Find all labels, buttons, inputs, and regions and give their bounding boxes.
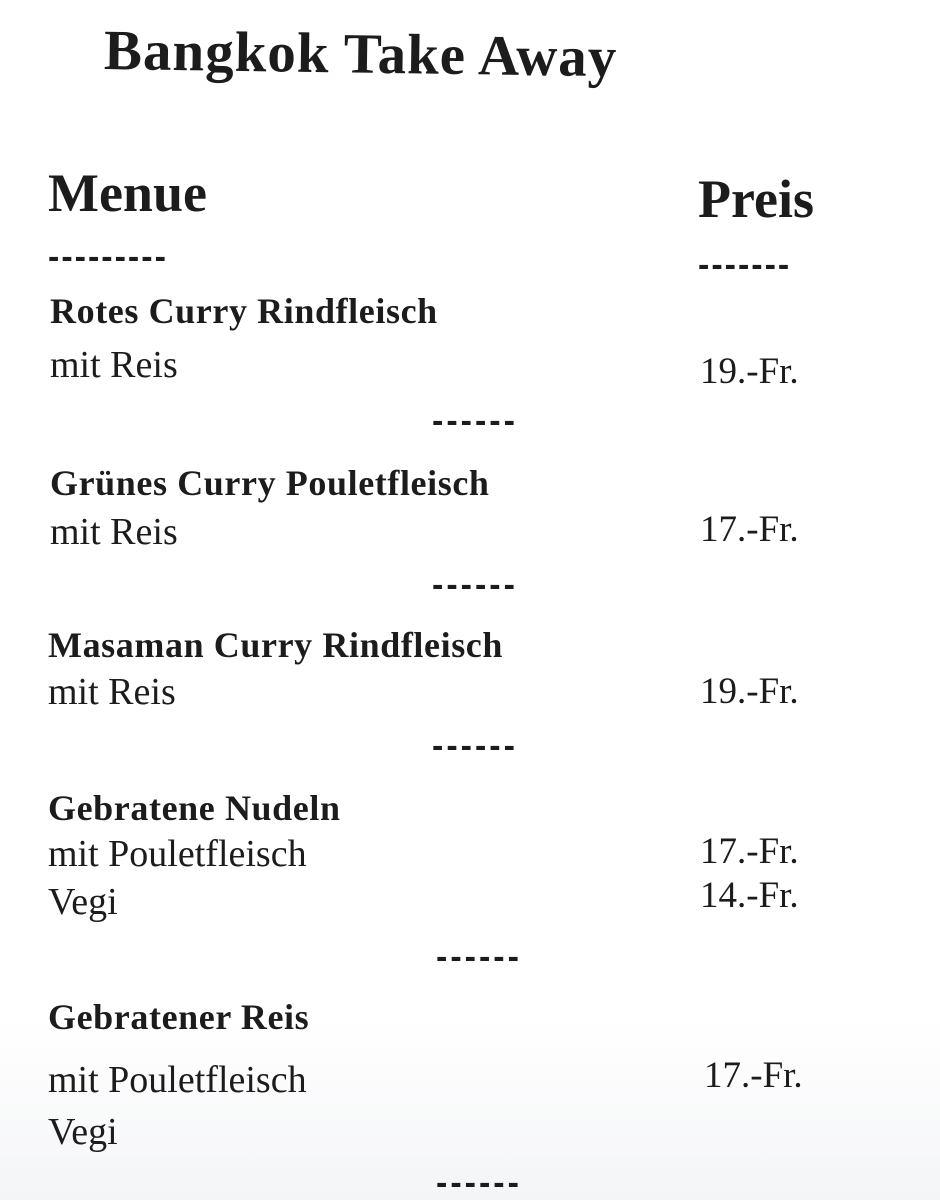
menu-item-variant: mit Reis (48, 671, 176, 713)
menu-column-header: Menue (48, 163, 207, 223)
menu-item-name: Rotes Curry Rindfleisch (50, 291, 438, 331)
item-separator: ------ (432, 402, 518, 440)
menu-header-underline: --------- (48, 238, 168, 276)
menu-item-name: Masaman Curry Rindfleisch (48, 625, 503, 665)
price-header-underline: ------- (698, 246, 792, 284)
menu-item-price: 14.-Fr. (700, 875, 799, 916)
menu-item-variant: mit Pouletfleisch (48, 833, 307, 875)
menu-item-variant: Vegi (48, 881, 118, 923)
menu-item-variant: mit Pouletfleisch (48, 1059, 307, 1101)
menu-item-price: 17.-Fr. (700, 509, 799, 550)
menu-item-price: 19.-Fr. (700, 671, 799, 712)
item-separator: ------ (432, 727, 518, 765)
menu-item-variant: mit Reis (50, 511, 178, 553)
item-separator: ------ (436, 938, 522, 976)
menu-item-variant: mit Reis (50, 344, 178, 386)
menu-item-name: Gebratener Reis (48, 997, 310, 1037)
menu-item-price: 17.-Fr. (704, 1055, 803, 1096)
item-separator: ------ (436, 1164, 522, 1202)
menu-item-name: Gebratene Nudeln (48, 788, 341, 828)
menu-item-price: 19.-Fr. (700, 351, 799, 392)
restaurant-title: Bangkok Take Away (103, 19, 618, 90)
price-column-header: Preis (698, 169, 814, 229)
menu-item-price: 17.-Fr. (700, 831, 799, 872)
menu-item-name: Grünes Curry Pouletfleisch (50, 463, 490, 503)
menu-item-variant: Vegi (48, 1111, 118, 1153)
item-separator: ------ (432, 566, 518, 604)
